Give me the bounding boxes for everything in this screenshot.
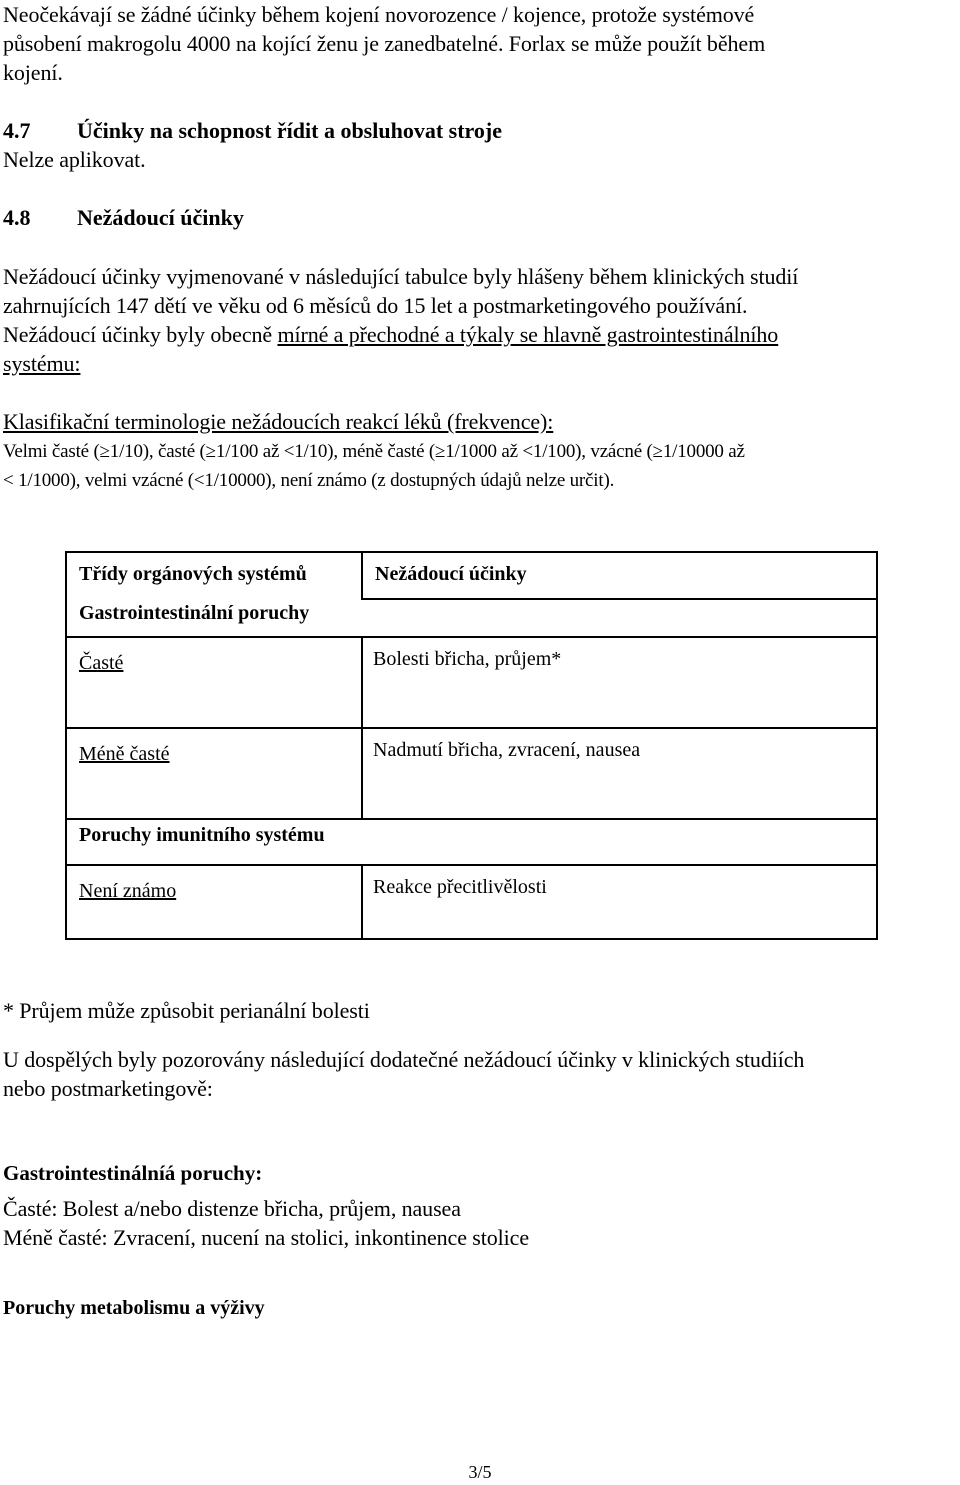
table-row	[66, 599, 877, 637]
classification-line-1: Velmi časté (≥1/10), časté (≥1/100 až <1/10), méně časté (≥1/1000 až <1/100), vzácné (≥1/10000 až	[3, 441, 745, 462]
adult-line-1: U dospělých byly pozorovány následující dodatečné nežádoucí účinky v klinických studiích	[3, 1047, 805, 1072]
para2-underlined-2: systému:	[3, 351, 81, 376]
table-row	[66, 728, 877, 819]
classification-line-2: < 1/1000), velmi vzácné (<1/10000), není známo (z dostupných údajů nelze určit).	[3, 470, 615, 491]
gi-heading: Gastrointestinálníá poruchy:	[3, 1161, 263, 1185]
table-row	[66, 637, 877, 728]
gi-uncommon-label: Méně časté: Zvracení,	[3, 1225, 202, 1250]
para2-line-1	[3, 320, 960, 349]
para1-line-1: Nežádoucí účinky vyjmenované v následující tabulce byly hlášeny během klinických studií	[3, 264, 799, 289]
table-row	[66, 819, 877, 865]
system-immune: Poruchy imunitního systému	[66, 819, 877, 865]
section-4-7-title: Účinky na schopnost řídit a obsluhovat stroje	[77, 118, 502, 143]
gi-uncommon-rest: nucení na stolici, inkontinence stolice	[201, 1225, 529, 1250]
intro-line-3: kojení.	[3, 60, 63, 85]
para1-line-2: zahrnujících 147 dětí ve věku od 6 měsíců do 15 let a postmarketingového používání.	[3, 293, 748, 318]
frequency-cell: Časté	[66, 637, 362, 728]
metabolism-heading: Poruchy metabolismu a výživy	[3, 1297, 265, 1319]
table-header-row	[66, 552, 877, 599]
intro-line-1: Neočekávají se žádné účinky během kojení novorozence / kojence, protože systémové	[3, 2, 755, 27]
table-header-effects: Nežádoucí účinky	[362, 552, 877, 599]
effects-cell: Nadmutí břicha, zvracení, nausea	[362, 728, 877, 819]
effects-cell: Bolesti břicha, průjem*	[362, 637, 877, 728]
section-4-7-text: Nelze aplikovat.	[3, 147, 146, 172]
classification-heading: Klasifikační terminologie nežádoucích reakcí léků (frekvence):	[3, 409, 554, 434]
section-4-8-number: 4.8	[3, 205, 31, 230]
frequency-cell: Méně časté	[66, 728, 362, 819]
section-4-7-number: 4.7	[3, 118, 31, 143]
system-gastrointestinal: Gastrointestinální poruchy	[66, 599, 877, 637]
gi-common: Časté: Bolest a/nebo distenze břicha, průjem, nausea	[3, 1196, 461, 1221]
frequency-cell: Není známo	[66, 865, 362, 939]
gi-uncommon	[3, 1223, 960, 1252]
effects-cell: Reakce přecitlivělosti	[362, 865, 877, 939]
section-4-7-heading	[3, 116, 960, 145]
para2-underlined-1: mírné a přechodné a týkaly se hlavně gastrointestinálního	[277, 322, 779, 347]
section-4-8-title: Nežádoucí účinky	[77, 205, 244, 230]
para2-start: Nežádoucí účinky byly obecně	[3, 322, 278, 347]
adverse-effects-table	[65, 551, 878, 940]
section-4-8-heading	[3, 203, 960, 232]
footnote: * Průjem může způsobit perianální bolesti	[3, 998, 370, 1023]
table-row	[66, 865, 877, 939]
intro-line-2: působení makrogolu 4000 na kojící ženu je zanedbatelné. Forlax se může použít během	[3, 31, 766, 56]
adult-line-2: nebo postmarketingově:	[3, 1076, 213, 1101]
table-header-system: Třídy orgánových systémů	[66, 552, 362, 599]
page-number: 3/5	[468, 1462, 492, 1482]
